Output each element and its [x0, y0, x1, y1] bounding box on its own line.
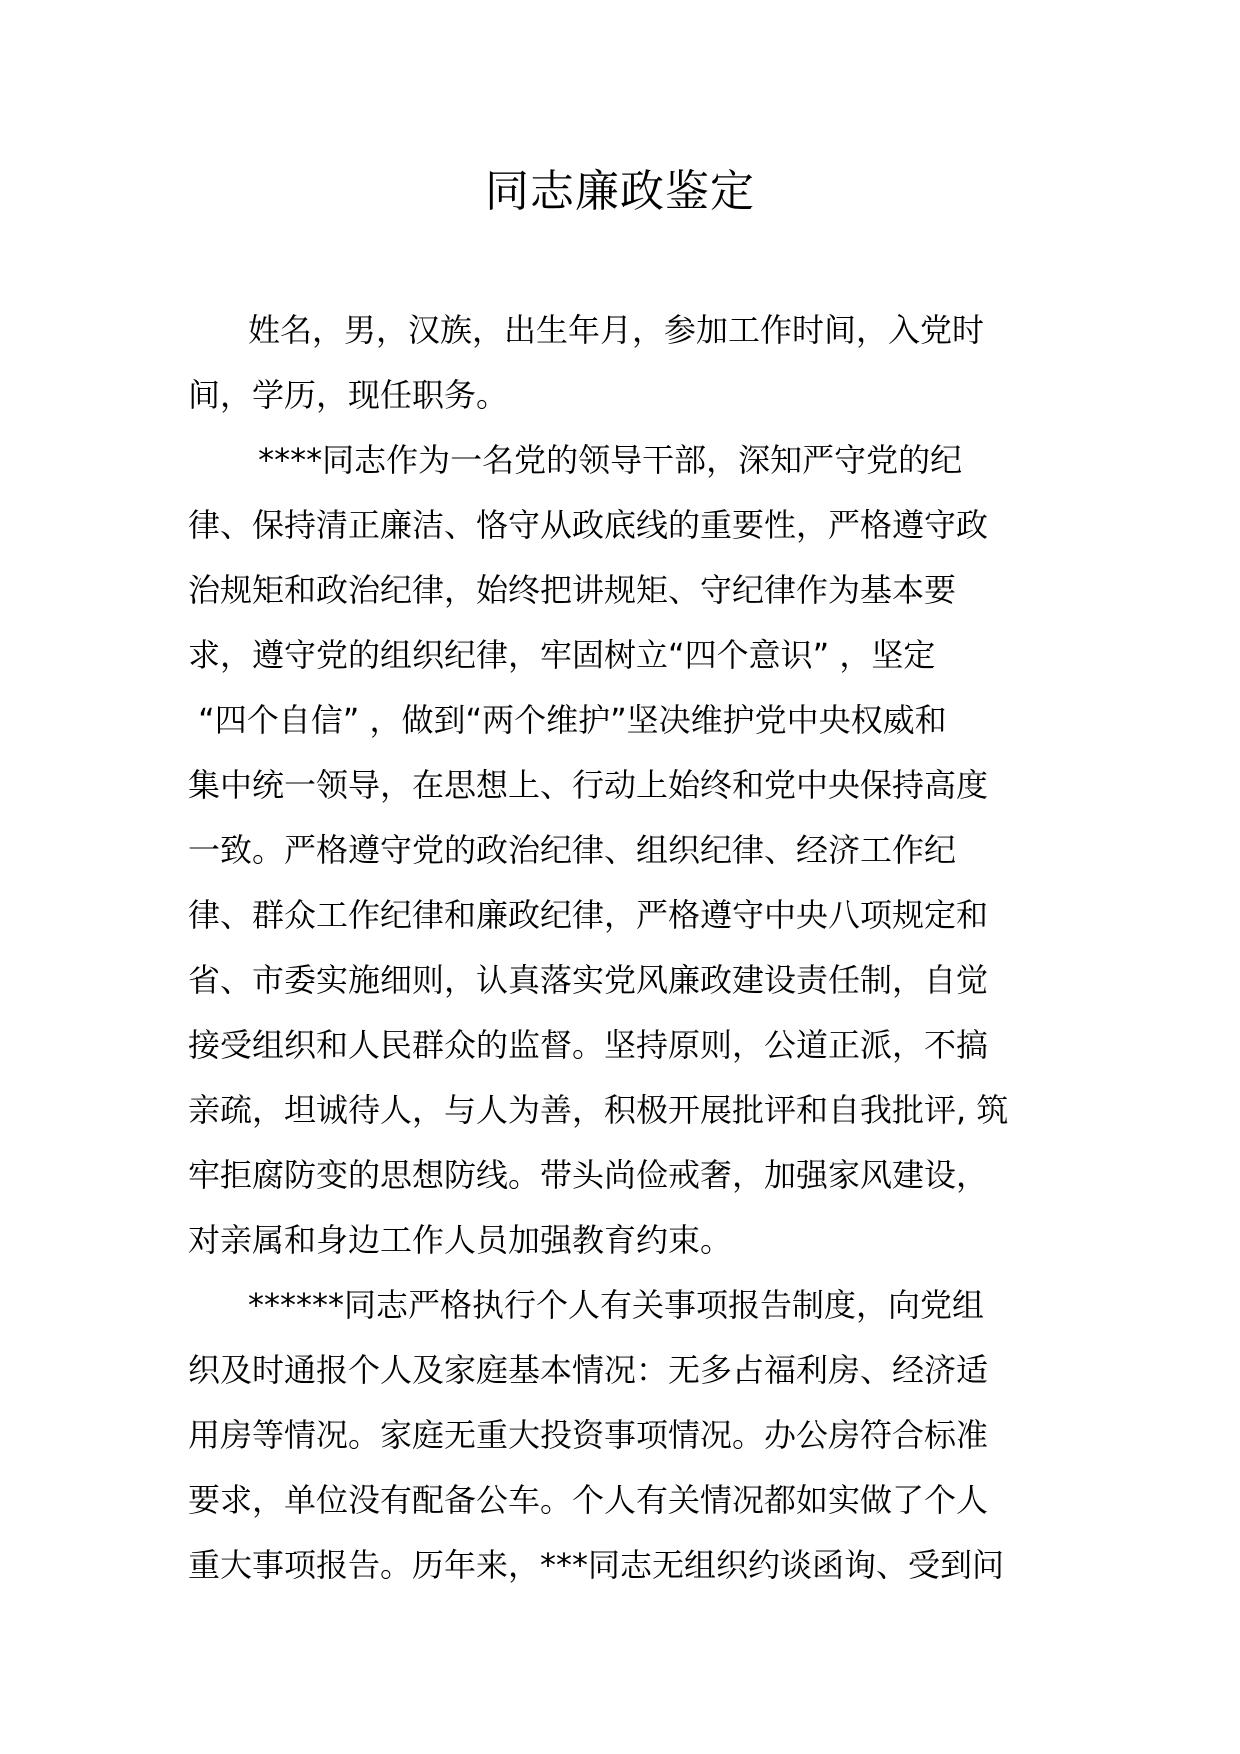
paragraph-line: 姓名，男，汉族，出生年月，参加工作时间，入党时	[248, 311, 985, 349]
paragraph-line: 接受组织和人民群众的监督。坚持原则，公道正派，不搞	[188, 1026, 989, 1064]
paragraph-line: 牢拒腐防变的思想防线。带头尚俭戒奢，加强家风建设，	[188, 1156, 989, 1194]
paragraph-line: 集中统一领导，在思想上、行动上始终和党中央保持高度	[188, 766, 989, 804]
paragraph-line: 律、群众工作纪律和廉政纪律，严格遵守中央八项规定和	[188, 896, 989, 934]
paragraph-line: 一致。严格遵守党的政治纪律、组织纪律、经济工作纪	[188, 831, 957, 869]
document-title: 同志廉政鉴定	[485, 166, 755, 217]
paragraph-line: ******同志严格执行个人有关事项报告制度，向党组	[248, 1286, 985, 1324]
paragraph-line: 织及时通报个人及家庭基本情况：无多占福利房、经济适	[188, 1351, 989, 1389]
paragraph-line: 间，学历，现任职务。	[188, 376, 509, 414]
paragraph-line: 用房等情况。家庭无重大投资事项情况。办公房符合标准	[188, 1416, 989, 1454]
paragraph-line: 要求，单位没有配备公车。个人有关情况都如实做了个人	[188, 1481, 989, 1519]
paragraph-line: 治规矩和政治纪律，始终把讲规矩、守纪律作为基本要	[188, 571, 957, 609]
paragraph-line: 省、市委实施细则，认真落实党风廉政建设责任制，自觉	[188, 961, 989, 999]
paragraph-line: ****同志作为一名党的领导干部，深知严守党的纪	[248, 441, 963, 479]
paragraph-line: 重大事项报告。历年来，***同志无组织约谈函询、受到问	[188, 1546, 1005, 1584]
paragraph-line: 律、保持清正廉洁、恪守从政底线的重要性，严格遵守政	[188, 506, 989, 544]
paragraph-line: “四个自信” ，做到“两个维护”坚决维护党中央权威和	[188, 701, 947, 739]
paragraph-line: 求，遵守党的组织纪律，牢固树立“四个意识” ，坚定	[188, 636, 936, 674]
paragraph-line: 亲疏，坦诚待人，与人为善，积极开展批评和自我批评, 筑	[188, 1091, 1009, 1129]
paragraph-line: 对亲属和身边工作人员加强教育约束。	[188, 1221, 733, 1259]
document-body	[188, 298, 1068, 1598]
